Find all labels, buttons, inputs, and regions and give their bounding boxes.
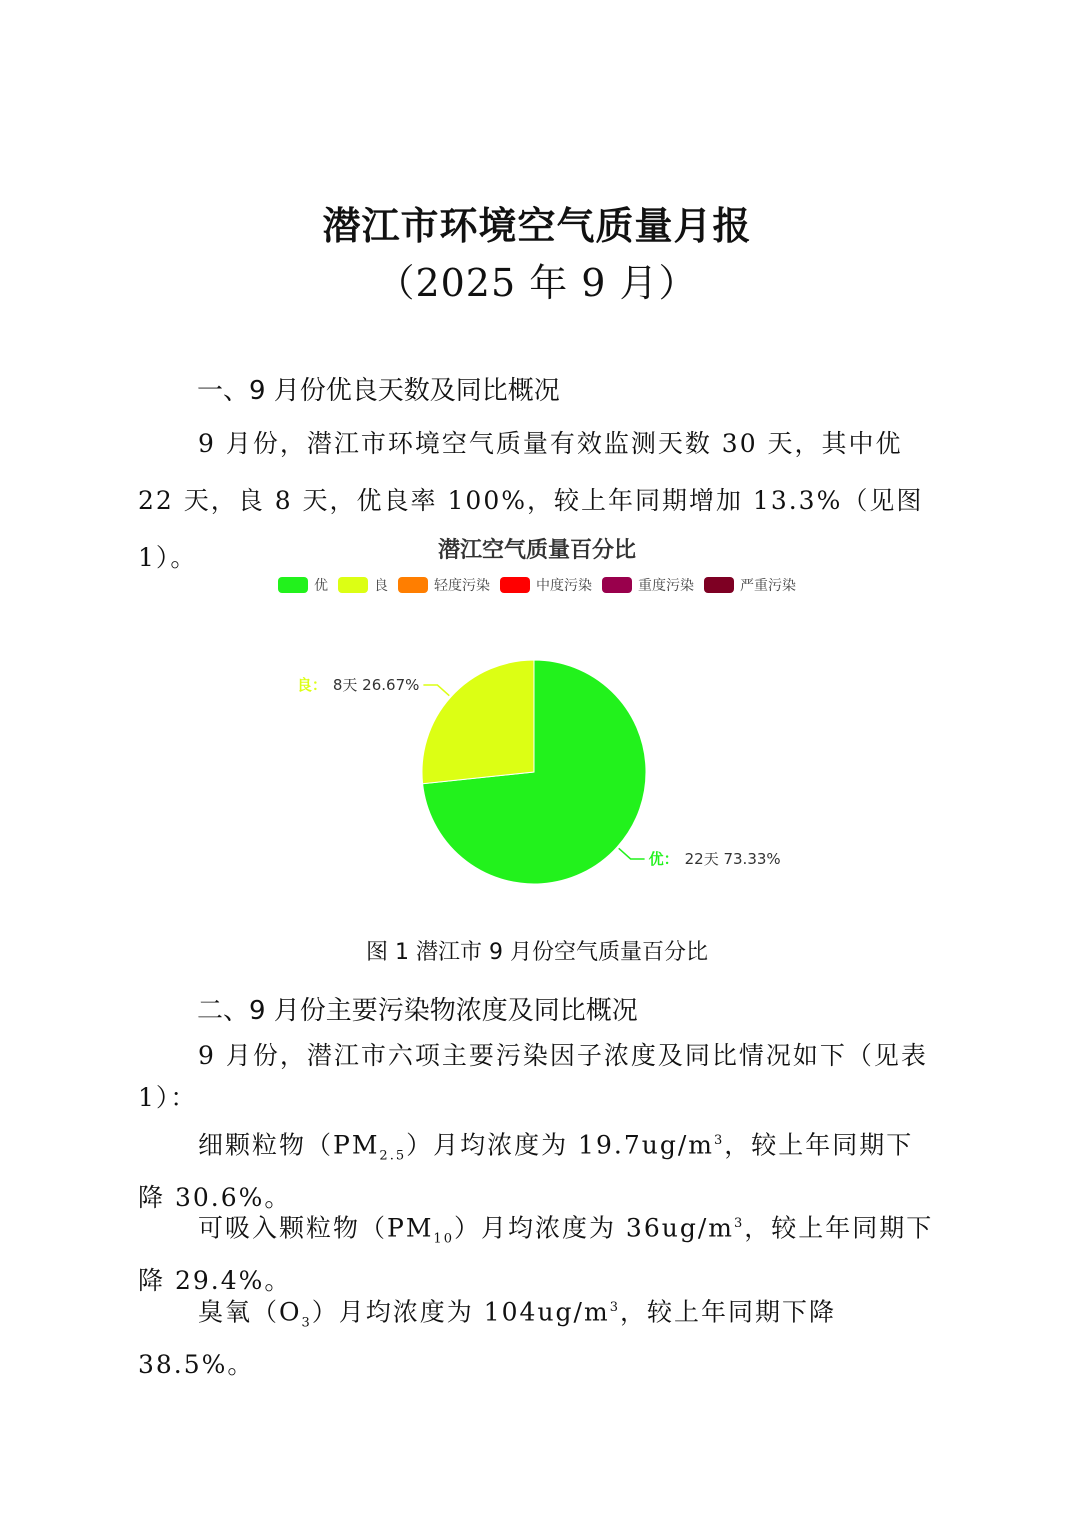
section2-paragraph: 9 月份，潜江市六项主要污染因子浓度及同比情况如下（见表 1）： (138, 1041, 928, 1112)
pm10-prefix: 可吸入颗粒物（PM (198, 1213, 434, 1243)
legend-label: 严重污染 (740, 578, 796, 594)
pm25-mid: ）月均浓度为 19.7ug/m (406, 1130, 714, 1160)
slice-label: 优： 22天 73.33% (648, 849, 781, 868)
legend-label: 优 (314, 578, 328, 594)
document-subtitle: （2025 年 9 月） (376, 261, 698, 305)
pie-svg (200, 525, 874, 915)
o3-prefix: 臭氧（O (198, 1297, 302, 1327)
pie-slice-good[interactable] (422, 660, 534, 784)
pm25-sub: 2.5 (379, 1148, 407, 1164)
document-title: 潜江市环境空气质量月报 (322, 203, 752, 248)
pm10-suffix: ，较上年同期下降 29.4%。 (138, 1213, 934, 1296)
figure-caption: 图 1 潜江市 9 月份空气质量百分比 (366, 940, 708, 965)
slice-label: 良： 8天 26.67% (296, 676, 420, 695)
legend-label: 中度污染 (536, 578, 592, 594)
o3-paragraph (138, 1287, 936, 1386)
pm25-suffix: ，较上年同期下降 30.6%。 (138, 1130, 914, 1213)
pm10-sup: 3 (733, 1216, 745, 1231)
pm25-prefix: 细颗粒物（PM (198, 1130, 380, 1160)
label-leader (619, 848, 645, 859)
pm10-mid: ）月均浓度为 36ug/m (453, 1213, 734, 1243)
legend-label: 重度污染 (638, 578, 694, 594)
chart-title: 潜江空气质量百分比 (437, 538, 636, 563)
pie-chart (200, 525, 874, 915)
label-leader (423, 685, 449, 696)
o3-suffix: ，较上年同期下降 38.5%。 (138, 1297, 836, 1380)
section1-heading: 一、9 月份优良天数及同比概况 (197, 376, 560, 406)
legend-label: 轻度污染 (434, 578, 490, 594)
o3-sub: 3 (301, 1315, 312, 1331)
pm25-sup: 3 (713, 1133, 725, 1148)
o3-sup: 3 (609, 1300, 620, 1315)
section1-paragraph: 9 月份，潜江市环境空气质量有效监测天数 30 天，其中优 22 天，良 8 天，优良率 100%，较上年同期增加 13.3%（见图 1）。 (138, 429, 924, 572)
o3-mid: ）月均浓度为 104ug/m (311, 1297, 610, 1327)
legend-label: 良 (374, 578, 388, 594)
section2-heading: 二、9 月份主要污染物浓度及同比概况 (197, 996, 638, 1026)
pm10-sub: 10 (433, 1231, 454, 1247)
